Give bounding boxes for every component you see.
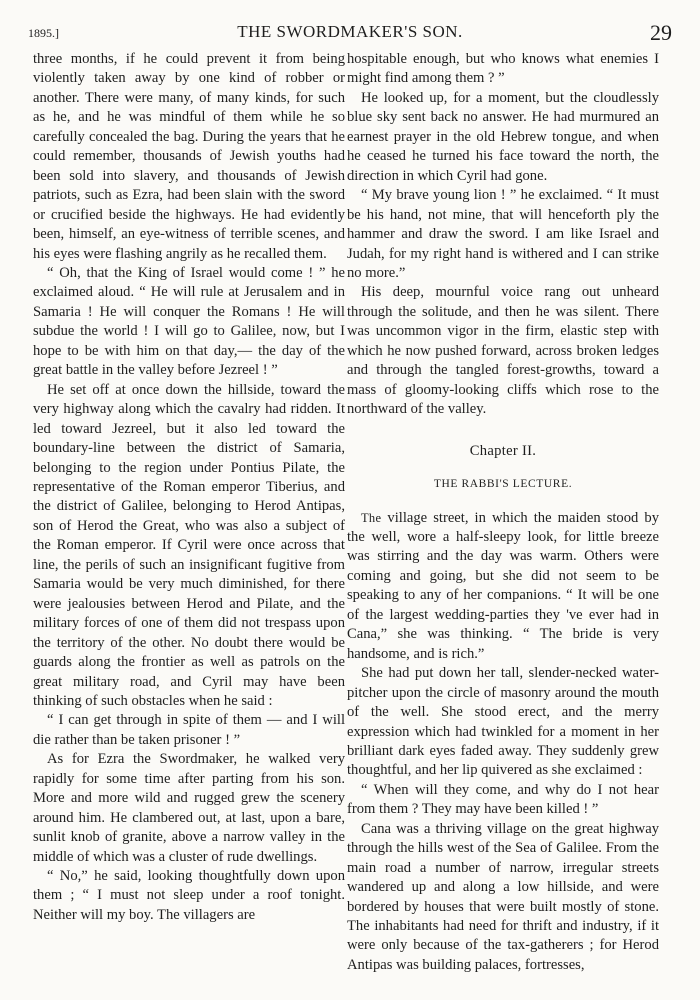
paragraph: “ I can get through in spite of them — and I will die rather than be taken prisoner ! ” xyxy=(33,712,345,748)
paragraph: She had put down her tall, slender-necked water-pitcher upon the circle of masonry around the mouth of the well. She stood erect, and the merry expression which had twinkled for a moment in her brilliant dark eyes faded away. They suddenly grew thoughtful, and her lip quivered as she exclaimed : xyxy=(347,665,659,779)
paragraph: “ When will they come, and why do I not hear from them ? They may have been killed ! ” xyxy=(347,781,659,818)
paragraph: His deep, mournful voice rang out unheard through the solitude, and then he was silent. There was uncommon vigor in the firm, elastic step with which he now pushed forward, across broken ledges and through the tangled forest-growths, toward a mass of gloomy-looking cliffs which rose to the northward of the valley. xyxy=(347,284,659,418)
page-number: 29 xyxy=(650,20,672,45)
paragraph: Cana was a thriving village on the great highway through the hills west of the Sea of Galilee. From the main road a number of narrow, irregular streets wandered up and along a low hillside, and were bordered by houses that were built mostly of stone. The inhabitants had need for thrift and industry, if it were only because of the tax-gatherers ; for Herod Antipas was building palaces, fortresses, xyxy=(347,820,659,973)
chapter-heading: Chapter II. xyxy=(469,442,537,459)
paragraph: He set off at once down the hillside, toward the very highway along which the cavalry had ridden. It led toward Jezreel, but it also led toward the boundary-line between the district of Samaria, belonging to the region under Pontius Pilate, the representative of the Roman emperor Tiberius, and the district of Galilee, belonging to Herod Antipas, son of Herod the Great, who was also a subject of the Roman emperor. If Cyril were once across that line, the perils of such an insignificant fugitive from Samaria would be very much diminished, for there were jealousies between Herod and Pilate, and the military forces of one of them did not trespass upon the territory of the other. No doubt there would be guards along the frontier as well as patrols on the great military road, and Cyril may have been thinking of such obstacles when he said : xyxy=(33,381,345,709)
right-column xyxy=(347,50,659,975)
paragraph: He looked up, for a moment, but the cloudlessly blue sky sent back no answer. He had murmured an earnest prayer in the old Hebrew tongue, and when he ceased he turned his face toward the north, the direction in which Cyril had gone. xyxy=(347,89,659,184)
paragraph: As for Ezra the Swordmaker, he walked very rapidly for some time after parting from his son. More and more wild and rugged grew the scenery around him. He clambered out, at last, upon a bare, sunlit knob of granite, above a narrow valley in the middle of which was a cluster of rude dwellings. xyxy=(33,751,345,865)
paragraph: “ No,” he said, looking thoughtfully down upon them ; “ I must not sleep under a roof tonight. Neither will my boy. The villagers are xyxy=(33,868,345,923)
paragraph: three months, if he could prevent it from being violently taken away by one kind of robber or another. There were many, of many kinds, for such as he, and he was mindful of them while he so carefully concealed the bag. During the years that he could remember, thousands of Jewish youths had been sold into slavery, and thousands of Jewish patriots, such as Ezra, had been slain with the sword or crucified beside the highways. He had evidently been, himself, an eye-witness of terrible scenes, and his eyes were flashing angrily as he recalled them. xyxy=(33,51,345,262)
lead-word: The xyxy=(361,510,382,525)
paragraph: hospitable enough, but who knows what enemies I might find among them ? ” xyxy=(347,51,659,87)
left-column xyxy=(33,50,345,925)
header-date: 1895.] xyxy=(28,26,59,40)
paragraph-chapter-opening xyxy=(347,509,659,665)
paragraph: “ My brave young lion ! ” he exclaimed. “ It must be his hand, not mine, that will henceforth ply the hammer and draw the sword. I am like Israel and Judah, for my right hand is withered and I can strike no more.” xyxy=(347,187,659,281)
chapter-subtitle: THE RABBI'S LECTURE. xyxy=(433,478,573,491)
running-header xyxy=(28,22,672,46)
header-title: THE SWORDMAKER'S SON. xyxy=(237,22,463,41)
paragraph-text: village street, in which the maiden stood by the well, wore a half-sleepy look, for little breeze was stirring and the day was warm. Others were coming and going, but she did not seem to be speaking to any of her companions. “ It will be one of the largest wedding-parties they 've ever had in Cana,” she was thinking. “ The bride is very handsome, and is rich.” xyxy=(347,509,659,662)
paragraph: “ Oh, that the King of Israel would come ! ” he exclaimed aloud. “ He will rule at Jerusalem and in Samaria ! He will conquer the Romans ! He will subdue the world ! I will go to Galilee, now, but I hope to be with him on that day,— the day of the great battle in the valley before Jezreel ! ” xyxy=(33,264,345,379)
